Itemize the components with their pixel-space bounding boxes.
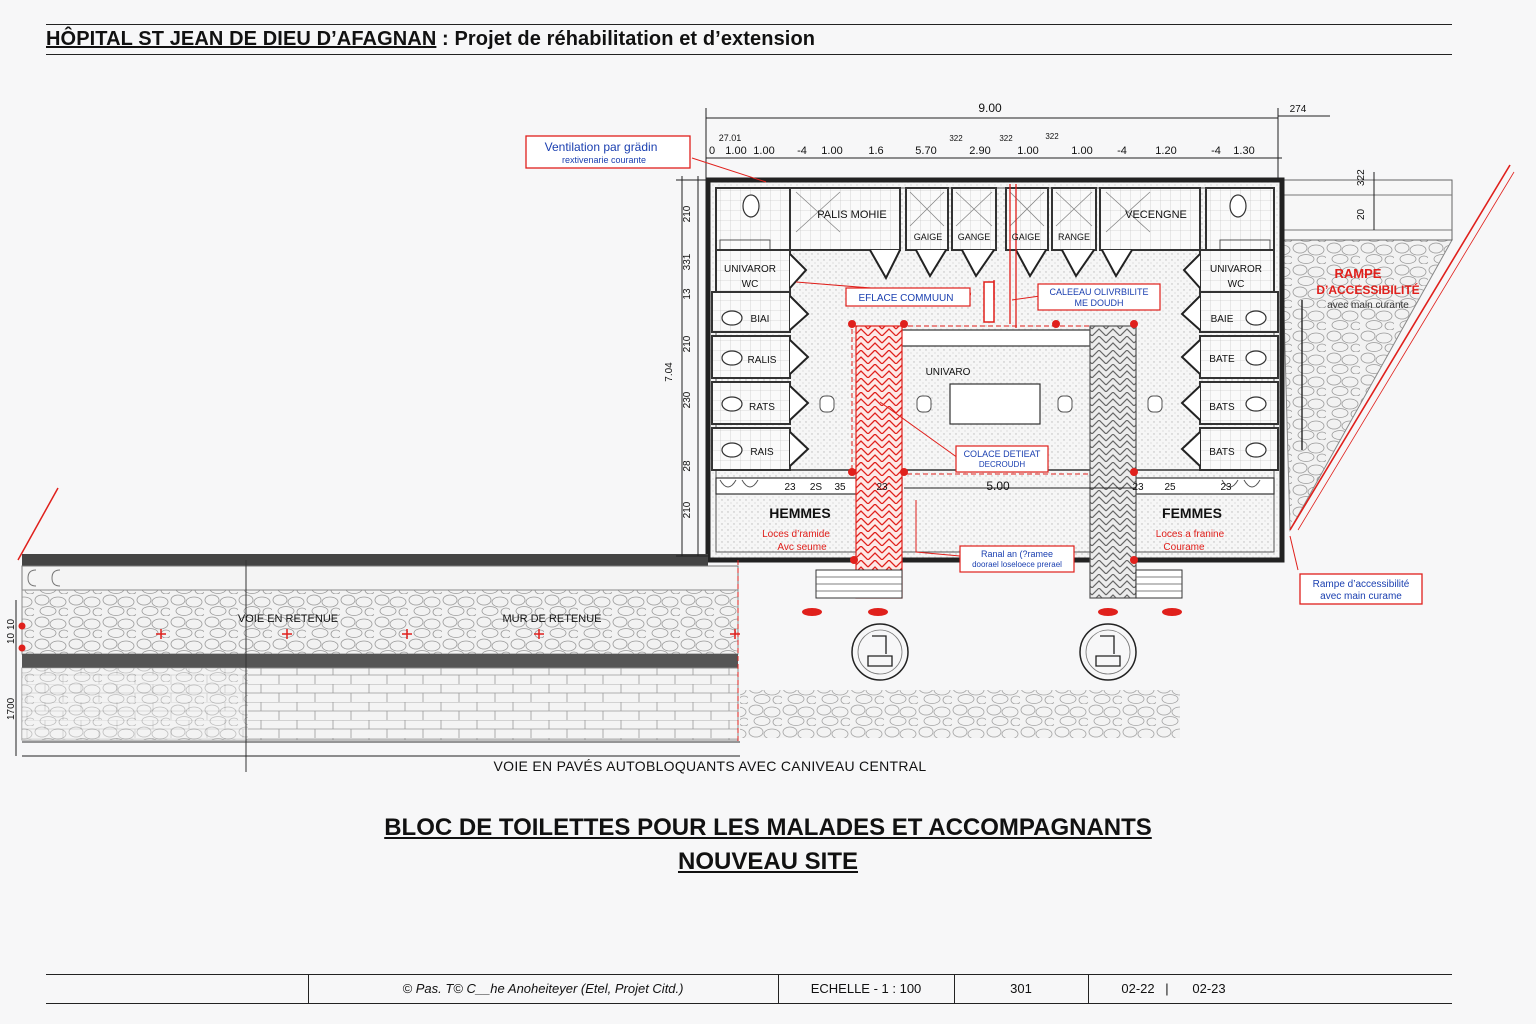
dim-top-row-3: -4 xyxy=(797,145,807,157)
dim-top-row-8: 1.00 xyxy=(1017,145,1039,157)
dim-top-row-12: -4 xyxy=(1211,145,1221,157)
room-shower-1: GANGE xyxy=(957,232,991,242)
dim-top-row-1: 1.00 xyxy=(725,145,747,157)
callout-rampe-box-2: avec main curame xyxy=(1320,591,1402,602)
dim-top-row-9: 1.00 xyxy=(1071,145,1093,157)
dim-top-small-3: 322 xyxy=(1045,132,1059,141)
red-access-corridor xyxy=(856,326,902,598)
room-shower-3: RANGE xyxy=(1057,232,1091,242)
left-cabin-2: RATS xyxy=(749,402,775,413)
rampe-label-1: RAMPE xyxy=(1334,266,1382,281)
road-caption: VOIE EN PAVÉS AUTOBLOQUANTS AVEC CANIVEAU CENTRAL xyxy=(493,758,927,774)
callout-calebasse-2: ME DOUDH xyxy=(1074,298,1124,308)
dim-top-row-11: 1.20 xyxy=(1155,145,1177,157)
callout-ramp-small-1: Ranal an (?ramee xyxy=(980,549,1054,559)
dim-left-vertical-5: 28 xyxy=(682,460,693,472)
dim-top-row-5: 1.6 xyxy=(868,145,884,157)
dim-left-bottom-0: 10 xyxy=(6,618,17,630)
dim-top-extra: 274 xyxy=(1289,104,1307,115)
drawing-title-line1: BLOC DE TOILETTES POUR LES MALADES ET ACCOMPAGNANTS xyxy=(384,814,1152,841)
dim-top-small-1: 322 xyxy=(949,134,963,143)
dim-top-row-4: 1.00 xyxy=(821,145,843,157)
footer-scale: ECHELLE - 1 : 100 xyxy=(810,981,922,996)
dim-left-vertical-0: 210 xyxy=(682,205,693,223)
dim-left-vertical-1: 331 xyxy=(682,253,693,271)
callout-espace: EFLACE COMMUUN xyxy=(858,293,954,304)
room-women: FEMMES xyxy=(1162,505,1222,521)
dim-left-vertical-7: 210 xyxy=(682,501,693,519)
rampe-label-2: D’ACCESSIBILITÉ xyxy=(1316,283,1420,297)
dim-inner-row-5: 23 xyxy=(1132,482,1144,493)
grey-access-corridor xyxy=(1090,326,1136,598)
footer-date2: 02-23 xyxy=(1192,981,1226,996)
footer-date1: 02-22 xyxy=(1121,981,1155,996)
dim-top-small-0: 27.01 xyxy=(718,133,742,143)
room-univaror-left: UNIVAROR xyxy=(723,264,777,275)
header-title-sep: : xyxy=(436,28,455,50)
room-women-sub2: Courame xyxy=(1163,542,1205,553)
right-cabin-2: BATS xyxy=(1209,402,1235,413)
callout-ventilation-1: Ventilation par grädin xyxy=(544,140,658,154)
room-wc-right: WC xyxy=(1227,279,1245,290)
room-shower-2: GAIGE xyxy=(1011,232,1041,242)
callout-calebasse-1: CALEEAU OLIVRBILITE xyxy=(1049,287,1149,297)
dim-top-row-13: 1.30 xyxy=(1233,145,1255,157)
callout-colace-2: DECROUDH xyxy=(978,460,1026,469)
callout-colace-1: COLACE DETIEAT xyxy=(963,449,1041,459)
room-top-left: PALIS MOHIE xyxy=(817,209,887,221)
dim-left-vertical-4: 230 xyxy=(682,391,693,409)
cobble-strip xyxy=(740,690,1180,738)
drawing-title-line2: NOUVEAU SITE xyxy=(677,848,859,875)
dim-top-row-2: 1.00 xyxy=(753,145,775,157)
dim-top-row-0: 0 xyxy=(708,145,716,157)
room-univaror-right: UNIVAROR xyxy=(1209,264,1263,275)
dim-right-0: 322 xyxy=(1356,169,1367,186)
footer-sheet: 301 xyxy=(1010,981,1032,996)
dim-top-row-10: -4 xyxy=(1117,145,1127,157)
dim-left-vertical-2: 13 xyxy=(682,288,693,300)
dim-top-total: 9.00 xyxy=(978,101,1002,115)
header-title-sub: Projet de réhabilitation et d’extension xyxy=(454,28,816,50)
callout-ventilation-2: rextivenarie courante xyxy=(561,155,647,165)
footer-author: © Pas. T© C__he Anoheiteyer (Etel, Projet Citd.) xyxy=(402,981,684,996)
callout-ramp-small-2: doorael loseloece prerael xyxy=(972,560,1062,569)
right-cabin-0: BAIE xyxy=(1210,314,1234,325)
dim-top-small-2: 322 xyxy=(999,134,1013,143)
room-men-sub2: Avc seume xyxy=(777,542,827,553)
callout-rampe-box-1: Rampe d’accessibilité xyxy=(1312,579,1410,590)
dim-inner-row-2: 35 xyxy=(834,482,846,493)
retaining-road xyxy=(18,488,740,772)
right-cabin-1: BATE xyxy=(1209,354,1235,365)
rampe-label-3: avec main curante xyxy=(1327,300,1409,311)
dim-left-vertical-3: 210 xyxy=(682,335,693,353)
dim-inner-row-1: 2S xyxy=(809,482,823,493)
left-cabin-0: BIAI xyxy=(750,314,770,325)
left-cabin-1: RALIS xyxy=(747,355,777,366)
footer-date-sep: | xyxy=(1165,981,1169,996)
left-cabin-3: RAIS xyxy=(750,447,774,458)
footer-divider xyxy=(1088,975,1089,1003)
label-voie-retenue: VOIE EN RETENUE xyxy=(237,613,339,625)
dim-top-row xyxy=(709,145,1255,157)
dim-left-vertical xyxy=(664,205,693,518)
header-title-main: HÔPITAL ST JEAN DE DIEU D’AFAGNAN xyxy=(46,28,437,50)
dim-inner-row-6: 25 xyxy=(1164,482,1176,493)
room-men-sub1: Loces d’ramide xyxy=(762,529,830,540)
dim-top-row-6: 5.70 xyxy=(915,145,937,157)
room-wc-left: WC xyxy=(741,279,759,290)
room-top-right: VECENGNE xyxy=(1125,209,1187,221)
accessibility-ramp xyxy=(1282,165,1514,530)
label-mur-retenue: MUR DE RETENUE xyxy=(502,613,602,625)
dim-left-vertical-6: 7.04 xyxy=(664,362,675,382)
title-block-footer xyxy=(46,974,1452,1004)
dim-left-bottom-2: 1700 xyxy=(6,697,17,720)
dim-inner-row-3: 23 xyxy=(876,482,888,493)
dim-right-1: 20 xyxy=(1356,208,1367,220)
dim-left-bottom-1: 10 xyxy=(6,632,17,644)
dim-inner-row-7: 23 xyxy=(1220,482,1232,493)
dim-top-row-7: 2.90 xyxy=(969,145,991,157)
room-shower-0: GAIGE xyxy=(913,232,943,242)
right-cabin-3: BATS xyxy=(1209,447,1235,458)
room-men: HEMMES xyxy=(769,505,831,521)
room-center: UNIVARO xyxy=(925,367,971,378)
dim-inner-row-0: 23 xyxy=(784,482,796,493)
dim-inner-row-4: 5.00 xyxy=(986,479,1010,493)
room-women-sub1: Loces a franine xyxy=(1155,529,1225,540)
wheelchair-turning-circles xyxy=(852,624,1136,680)
